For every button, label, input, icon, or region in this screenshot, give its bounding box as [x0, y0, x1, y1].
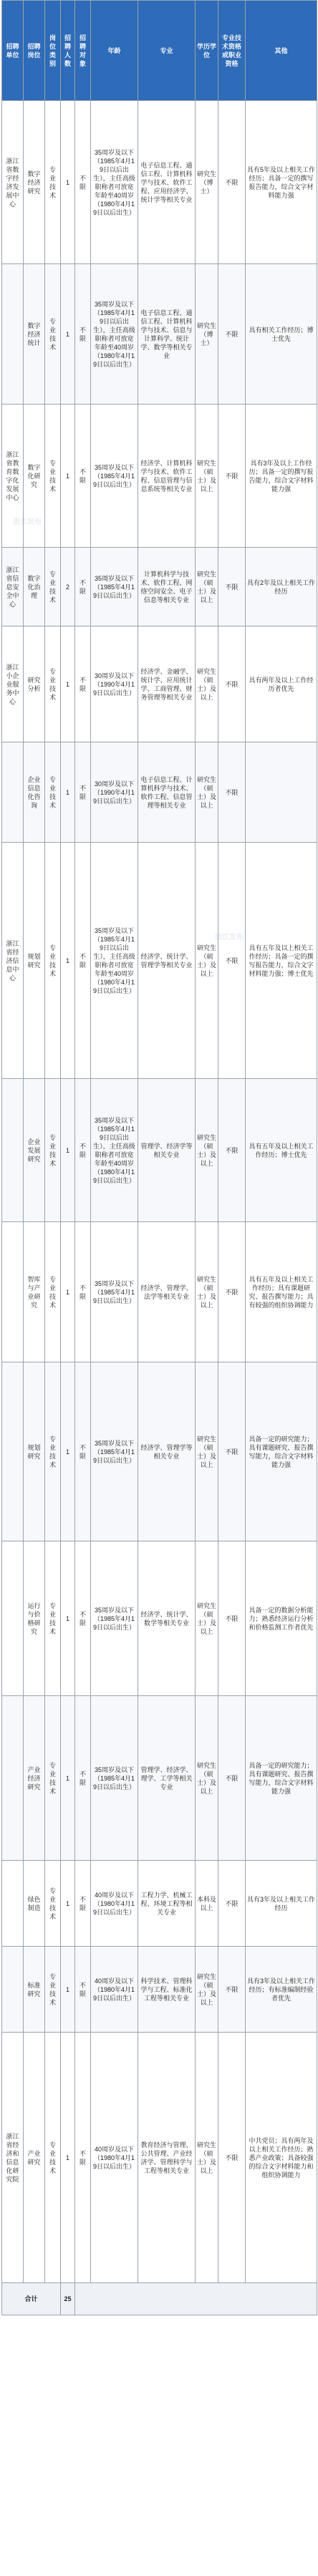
cell-other: 具有相关工作经历；博士优先: [246, 264, 317, 405]
table-header: [2, 1, 317, 101]
cell-age: 35周岁及以下（1985年4月19日以后出生）: [91, 548, 138, 626]
cell-edu: 研究生（硕士）及以上: [196, 1696, 218, 1861]
cell-post: 企业信息化咨询: [24, 742, 45, 843]
table-row: [2, 264, 317, 405]
table-row: [2, 1541, 317, 1696]
cell-num: 1: [61, 742, 75, 843]
cell-major: 经济学、管理学等相关专业: [138, 1362, 196, 1541]
cell-other: 中共党员；具有两年及以上相关工作经历；熟悉产业政策；具备较强的综合文字材料能力和组织协调能力: [246, 2033, 317, 2283]
cell-major: 教育经济与管理、公共管理、产业经济学、管理科学与工程等相关专业: [138, 2033, 196, 2283]
cell-other: 具备一定的研究能力；具有课题研究、报告撰写能力，综合文字材料能力强: [246, 1362, 317, 1541]
cell-unit: 浙江省信息安全中心: [2, 548, 24, 626]
total-label: 合计: [2, 2283, 61, 2315]
cell-age: 35周岁及以下（1985年4月19日以后出生）: [91, 405, 138, 548]
cell-unit: [2, 1947, 24, 2033]
cell-age: 35周岁及以下（1985年4月19日以后出生）: [91, 1541, 138, 1696]
cell-cert: 不限: [218, 1541, 246, 1696]
cell-target: 不限: [75, 101, 91, 264]
cell-ptype: 专业技术: [45, 1222, 61, 1362]
cell-major: 经济学、统计学、数学等相关专业: [138, 1541, 196, 1696]
cell-target: 不限: [75, 843, 91, 1079]
cell-num: 1: [61, 101, 75, 264]
cell-major: 电子信息工程、通信工程、计算机科学与技术、软件工程、应用经济学、统计学等相关专业: [138, 101, 196, 264]
cell-ptype: 专业技术: [45, 626, 61, 742]
header-age: 年龄: [91, 1, 138, 101]
cell-other: 具有5年及以上相关工作经历；具备一定的撰写报告能力，综合文字材料能力强: [246, 101, 317, 264]
cell-num: 1: [61, 1362, 75, 1541]
cell-age: 35周岁及以下（1985年4月19日以后出生），主任高级职称者可放宽年龄至40周岁（1980年4月19日以后出生）: [91, 843, 138, 1079]
cell-cert: 不限: [218, 742, 246, 843]
cell-ptype: 专业技术: [45, 1079, 61, 1222]
cell-ptype: 专业技术: [45, 843, 61, 1079]
cell-unit: [2, 1861, 24, 1947]
total-row: [2, 2283, 317, 2315]
cell-major: 电子信息工程、计算机科学与技术、软件工程、信息管理等相关专业: [138, 742, 196, 843]
cell-edu: 研究生（硕士）及以上: [196, 1541, 218, 1696]
cell-edu: 研究生（硕士）及以上: [196, 1079, 218, 1222]
cell-other: [246, 742, 317, 843]
cell-age: 30周岁及以下（1990年4月19日以后出生）: [91, 742, 138, 843]
header-row: [2, 1, 317, 101]
cell-other: 具有五年及以上相关工作经历；具有课题研究、报告撰写能力；具有较强的组织协调能力: [246, 1222, 317, 1362]
recruitment-table: [1, 0, 317, 2315]
table-row: [2, 1222, 317, 1362]
cell-post: 数字化研究: [24, 405, 45, 548]
cell-target: 不限: [75, 1696, 91, 1861]
table-row: [2, 2033, 317, 2283]
cell-num: 1: [61, 2033, 75, 2283]
cell-edu: 研究生（硕士）及以上: [196, 548, 218, 626]
cell-other: 具有五年及以上相关工作经历；具备一定的撰写报告能力，综合文字材料能力强；博士优先: [246, 843, 317, 1079]
cell-ptype: 专业技术: [45, 264, 61, 405]
cell-cert: 不限: [218, 2033, 246, 2283]
cell-edu: 研究生（硕士）及以上: [196, 1362, 218, 1541]
cell-unit: 浙江省教育数字化发展中心: [2, 405, 24, 548]
header-unit: 招聘单位: [2, 1, 24, 101]
cell-unit: 浙江省经济和信息化研究院: [2, 2033, 24, 2283]
cell-unit: [2, 1079, 24, 1222]
cell-major: 计算机科学与技术、软件工程、网络空间安全、电子信息等相关专业: [138, 548, 196, 626]
total-count: 25: [61, 2283, 75, 2315]
cell-target: 不限: [75, 1222, 91, 1362]
watermark: 浙江发布: [13, 518, 42, 526]
cell-ptype: 专业技术: [45, 405, 61, 548]
cell-edu: 研究生（博士）: [196, 101, 218, 264]
cell-num: 1: [61, 1222, 75, 1362]
header-education: 学历学位: [196, 1, 218, 101]
cell-cert: 不限: [218, 1222, 246, 1362]
table-row: [2, 626, 317, 742]
cell-ptype: 专业技术: [45, 1947, 61, 2033]
header-target: 招聘对象: [75, 1, 91, 101]
cell-unit: 浙江省经济信息中心: [2, 843, 24, 1079]
table-row: [2, 101, 317, 264]
cell-unit: [2, 1696, 24, 1861]
cell-num: 1: [61, 1947, 75, 2033]
cell-cert: 不限: [218, 843, 246, 1079]
table-row: [2, 548, 317, 626]
cell-cert: 不限: [218, 1696, 246, 1861]
header-certificate: 专业技术资格或职业资格: [218, 1, 246, 101]
cell-age: 30周岁及以下（1990年4月19日以后出生）: [91, 626, 138, 742]
cell-cert: 不限: [218, 264, 246, 405]
table-row: [2, 1947, 317, 2033]
cell-cert: 不限: [218, 1861, 246, 1947]
cell-edu: 研究生（硕士）及以上: [196, 1947, 218, 2033]
cell-unit: [2, 742, 24, 843]
cell-other: 具备一定的数据分析能力；熟悉经济运行分析和价格监测工作者优先: [246, 1541, 317, 1696]
cell-num: 1: [61, 843, 75, 1079]
cell-target: 不限: [75, 2033, 91, 2283]
cell-num: 1: [61, 1696, 75, 1861]
cell-num: 1: [61, 264, 75, 405]
cell-unit: [2, 1362, 24, 1541]
header-count: 招聘人数: [61, 1, 75, 101]
cell-num: 1: [61, 1541, 75, 1696]
cell-edu: 研究生（硕士）及以上: [196, 2033, 218, 2283]
cell-age: 35周岁及以下（1985年4月19日以后出生）: [91, 1696, 138, 1861]
cell-post: 研究分析: [24, 626, 45, 742]
cell-cert: 不限: [218, 101, 246, 264]
cell-major: 工程力学、机械工程、环境工程等相关专业: [138, 1861, 196, 1947]
table-row: [2, 405, 317, 548]
cell-edu: 研究生（硕士）及以上: [196, 1222, 218, 1362]
cell-ptype: 专业技术: [45, 1362, 61, 1541]
cell-other: 具有3年及以上相关工作经历: [246, 1861, 317, 1947]
cell-post: 数字经济统计: [24, 264, 45, 405]
cell-cert: 不限: [218, 548, 246, 626]
cell-ptype: 专业技术: [45, 101, 61, 264]
cell-other: 具有五年及以上相关工作经历；博士优先: [246, 1079, 317, 1222]
header-post-type: 岗位类别: [45, 1, 61, 101]
cell-post: 数字经济研究: [24, 101, 45, 264]
cell-ptype: 专业技术: [45, 1696, 61, 1861]
cell-num: 2: [61, 548, 75, 626]
cell-post: 数字化治理: [24, 548, 45, 626]
table-row: [2, 742, 317, 843]
cell-target: 不限: [75, 1079, 91, 1222]
header-other: 其他: [246, 1, 317, 101]
cell-num: 1: [61, 626, 75, 742]
cell-age: 40周岁及以下（1980年4月19日以后出生）: [91, 2033, 138, 2283]
cell-post: 标准研究: [24, 1947, 45, 2033]
table-row: [2, 1861, 317, 1947]
cell-cert: 不限: [218, 626, 246, 742]
cell-major: 经济学、金融学、统计学、应用统计学、工商管理、财务管理等相关专业: [138, 626, 196, 742]
cell-other: 具有3年及以上相关工作经历；有标准编制经验者优先: [246, 1947, 317, 2033]
cell-unit: 浙江小企业服务中心: [2, 626, 24, 742]
table-body: [2, 101, 317, 2315]
cell-ptype: 专业技术: [45, 548, 61, 626]
cell-age: 35周岁及以下（1985年4月19日以后出生）: [91, 1222, 138, 1362]
cell-age: 40周岁及以下（1980年4月19日以后出生）: [91, 1861, 138, 1947]
cell-target: 不限: [75, 264, 91, 405]
header-major: 专业: [138, 1, 196, 101]
cell-num: 1: [61, 1079, 75, 1222]
cell-major: 管理学、经济学、理学、工学等相关专业: [138, 1696, 196, 1861]
table-row: [2, 1362, 317, 1541]
cell-num: 1: [61, 405, 75, 548]
table-row: [2, 1696, 317, 1861]
cell-target: 不限: [75, 1861, 91, 1947]
cell-unit: [2, 1222, 24, 1362]
cell-major: 经济学、管理学、法学等相关专业: [138, 1222, 196, 1362]
cell-age: 35周岁及以下（1985年4月19日以后出生），主任高级职称者可放宽年龄至40周岁（1980年4月19日以后出生）: [91, 101, 138, 264]
cell-num: 1: [61, 1861, 75, 1947]
cell-age: 40周岁及以下（1980年4月19日以后出生）: [91, 1947, 138, 2033]
cell-major: 管理学、经济学等相关专业: [138, 1079, 196, 1222]
cell-major: 经济学、计算机科学与技术、软件工程、信息管理与信息系统等相关专业: [138, 405, 196, 548]
cell-target: 不限: [75, 1541, 91, 1696]
cell-ptype: 专业技术: [45, 742, 61, 843]
cell-edu: 研究生（硕士）及以上: [196, 626, 218, 742]
header-post: 招聘岗位: [24, 1, 45, 101]
cell-edu: 研究生（硕士）及以上: [196, 405, 218, 548]
cell-target: 不限: [75, 1362, 91, 1541]
cell-target: 不限: [75, 1947, 91, 2033]
total-filler: [75, 2283, 317, 2315]
cell-post: 运行与价格研究: [24, 1541, 45, 1696]
cell-edu: 研究生（硕士）及以上: [196, 742, 218, 843]
cell-post: 智库与产业研究: [24, 1222, 45, 1362]
cell-other: 具有两年及以上工作经历者优先: [246, 626, 317, 742]
cell-target: 不限: [75, 548, 91, 626]
cell-post: 规划研究: [24, 843, 45, 1079]
cell-cert: 不限: [218, 1079, 246, 1222]
cell-cert: 不限: [218, 405, 246, 548]
cell-cert: 不限: [218, 1362, 246, 1541]
cell-post: 产业研究: [24, 2033, 45, 2283]
cell-other: 具备一定的研究能力；具有课题研究、报告撰写能力，综合文字材料能力强: [246, 1696, 317, 1861]
cell-unit: 浙江省数字经济发展中心: [2, 101, 24, 264]
cell-age: 35周岁及以下（1985年4月19日以后出生），主任高级职称者可放宽年龄至40周岁（1980年4月19日以后出生）: [91, 1079, 138, 1222]
cell-major: 经济学、统计学、管理学等相关专业: [138, 843, 196, 1079]
cell-unit: [2, 1541, 24, 1696]
cell-age: 35周岁及以下（1985年4月19日以后出生）: [91, 1362, 138, 1541]
cell-edu: 研究生（博士）: [196, 264, 218, 405]
table-row: [2, 843, 317, 1079]
cell-other: 具有3年及以上工作经历；具备一定的撰写报告能力，综合文字材料能力强: [246, 405, 317, 548]
cell-target: 不限: [75, 405, 91, 548]
cell-age: 35周岁及以下（1985年4月19日以后出生），主任高级职称者可放宽年龄至40周岁（1980年4月19日以后出生）: [91, 264, 138, 405]
cell-ptype: 专业技术: [45, 1861, 61, 1947]
watermark-2: 浙江发布: [215, 934, 244, 941]
cell-post: 绿色制造: [24, 1861, 45, 1947]
cell-ptype: 专业技术: [45, 2033, 61, 2283]
table-row: [2, 1079, 317, 1222]
cell-target: 不限: [75, 742, 91, 843]
cell-post: 企业发展研究: [24, 1079, 45, 1222]
cell-major: 电子信息工程、通信工程、计算机科学与技术、信息与计算科学、统计学、数学等相关专业: [138, 264, 196, 405]
cell-other: 具有2年及以上相关工作经历: [246, 548, 317, 626]
cell-edu: 本科及以上: [196, 1861, 218, 1947]
cell-major: 科学技术、管理科学与工程、标准化工程等相关专业: [138, 1947, 196, 2033]
cell-post: 规划研究: [24, 1362, 45, 1541]
cell-cert: 不限: [218, 1947, 246, 2033]
cell-post: 产业经济研究: [24, 1696, 45, 1861]
cell-edu: 研究生（硕士）及以上: [196, 843, 218, 1079]
cell-target: 不限: [75, 626, 91, 742]
cell-unit: [2, 264, 24, 405]
cell-ptype: 专业技术: [45, 1541, 61, 1696]
